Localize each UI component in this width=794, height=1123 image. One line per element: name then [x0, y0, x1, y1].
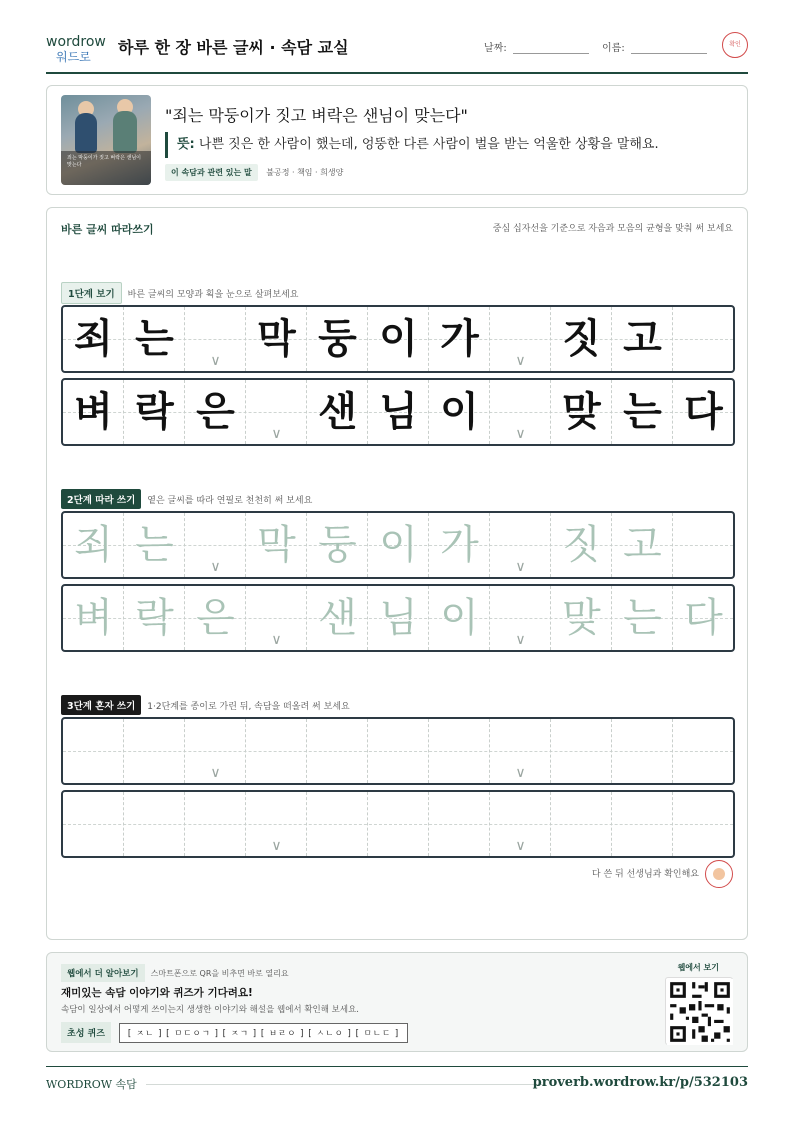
syllable: 락	[135, 595, 174, 641]
syllable: 님	[379, 595, 418, 641]
writing-row-step1-line1	[61, 305, 735, 373]
step1-label	[61, 282, 298, 304]
writing-cell[interactable]	[673, 513, 734, 577]
stamp-label: 확인	[729, 41, 741, 48]
writing-cell[interactable]	[307, 719, 368, 783]
footer	[46, 1066, 748, 1091]
syllable: 는	[623, 595, 662, 641]
space-mark-icon: ∨	[515, 559, 526, 575]
syllable: 벼	[74, 595, 113, 641]
syllable: 이	[379, 522, 418, 568]
proverb-meaning	[165, 132, 659, 158]
practice-card	[46, 207, 748, 940]
writing-row-step2-line1[interactable]	[61, 511, 735, 579]
syllable: 는	[135, 316, 174, 362]
name-field[interactable]	[602, 39, 707, 54]
name-label: 이름:	[602, 43, 625, 54]
syllable: 다	[684, 595, 723, 641]
syllable: 는	[135, 522, 174, 568]
writing-cell[interactable]	[368, 792, 429, 856]
writing-cell[interactable]	[673, 719, 734, 783]
syllable: 맞	[562, 595, 601, 641]
syllable: 가	[440, 522, 479, 568]
writing-cell[interactable]	[551, 792, 612, 856]
writing-row-step3-line1[interactable]	[61, 717, 735, 785]
qr-svg	[667, 979, 733, 1045]
related-words	[165, 164, 343, 181]
writing-cell[interactable]	[612, 792, 673, 856]
step1-badge: 1단계 보기	[61, 282, 122, 304]
writing-cell[interactable]	[124, 719, 185, 783]
syllable: 고	[623, 316, 662, 362]
writing-row-step2-line2[interactable]	[61, 584, 735, 652]
syllable: 은	[196, 389, 235, 435]
page-title: 하루 한 장 바른 글씨 · 속담 교실	[118, 38, 349, 57]
date-label: 날짜:	[484, 43, 507, 54]
writing-row-step3-line2[interactable]	[61, 790, 735, 858]
proverb-illustration	[61, 95, 151, 185]
writing-cell[interactable]	[63, 719, 124, 783]
space-mark-icon: ∨	[515, 765, 526, 781]
web-more-tag: 웹에서 더 알아보기	[61, 964, 145, 982]
syllable: 맞	[562, 389, 601, 435]
proverb-title: "죄는 막둥이가 짓고 벼락은 샌님이 맞는다"	[165, 106, 468, 125]
meaning-label: 뜻:	[177, 137, 195, 152]
date-line	[513, 42, 589, 54]
syllable: 둥	[318, 522, 357, 568]
syllable: 둥	[318, 316, 357, 362]
syllable: 는	[623, 389, 662, 435]
syllable: 막	[257, 316, 296, 362]
footer-divider	[146, 1084, 546, 1085]
teacher-stamp-icon	[705, 860, 733, 888]
syllable: 죄	[74, 522, 113, 568]
step2-badge: 2단계 따라 쓰기	[61, 489, 141, 509]
proverb-card	[46, 85, 748, 195]
qr-code-icon[interactable]	[665, 977, 733, 1045]
figure-body	[113, 111, 137, 153]
web-view-label: 웹에서 보기	[677, 963, 719, 972]
confirm-stamp-icon	[722, 32, 748, 58]
space-mark-icon: ∨	[271, 426, 282, 442]
writing-cell[interactable]	[368, 719, 429, 783]
writing-cell[interactable]	[307, 792, 368, 856]
space-mark-icon: ∨	[515, 632, 526, 648]
writing-cell	[673, 307, 734, 371]
practice-title: 바른 글씨 따라쓰기	[61, 223, 154, 236]
writing-cell[interactable]	[63, 792, 124, 856]
chosung-quiz	[61, 1022, 408, 1043]
web-more-title: 재미있는 속담 이야기와 퀴즈가 기다려요!	[61, 987, 253, 999]
step2-label	[61, 489, 312, 509]
writing-cell[interactable]	[429, 719, 490, 783]
syllable: 샌	[318, 389, 357, 435]
wordrow-logo	[46, 34, 108, 64]
meaning-text: 나쁜 짓은 한 사람이 했는데, 엉뚱한 다른 사람이 벌을 받는 억울한 상황을 말해요.	[198, 137, 659, 152]
syllable: 막	[257, 522, 296, 568]
syllable: 샌	[318, 595, 357, 641]
quiz-label: 초성 퀴즈	[61, 1022, 111, 1043]
syllable: 은	[196, 595, 235, 641]
space-mark-icon: ∨	[271, 838, 282, 854]
header	[46, 30, 748, 74]
name-line	[631, 42, 707, 54]
space-mark-icon: ∨	[210, 559, 221, 575]
syllable: 죄	[74, 316, 113, 362]
practice-note: 중심 십자선을 기준으로 자음과 모음의 균형을 맞춰 써 보세요	[492, 224, 733, 234]
space-mark-icon: ∨	[271, 632, 282, 648]
syllable: 이	[440, 389, 479, 435]
syllable: 벼	[74, 389, 113, 435]
date-field[interactable]	[484, 39, 589, 54]
space-mark-icon: ∨	[515, 838, 526, 854]
writing-cell[interactable]	[124, 792, 185, 856]
figure-body	[75, 113, 97, 153]
step3-label	[61, 695, 350, 715]
web-more-desc: 속담이 일상에서 어떻게 쓰이는지 생생한 이야기와 해설을 웹에서 확인해 보세요.	[61, 1005, 359, 1015]
space-mark-icon: ∨	[210, 353, 221, 369]
related-tag: 이 속담과 관련 있는 말	[165, 164, 258, 181]
step3-badge: 3단계 혼자 쓰기	[61, 695, 141, 715]
syllable: 고	[623, 522, 662, 568]
teacher-confirm	[592, 860, 733, 888]
syllable: 짓	[562, 522, 601, 568]
syllable: 짓	[562, 316, 601, 362]
step2-desc: 옅은 글씨를 따라 연필로 천천히 써 보세요	[147, 496, 313, 506]
writing-cell[interactable]	[185, 792, 246, 856]
illustration-caption: 죄는 막둥이가 짓고 벼락은 샌님이 맞는다	[61, 151, 151, 185]
writing-cell[interactable]	[551, 719, 612, 783]
syllable: 이	[440, 595, 479, 641]
space-mark-icon: ∨	[515, 426, 526, 442]
related-text: 불공정 · 책임 · 희생양	[266, 168, 344, 177]
web-more-card	[46, 952, 748, 1052]
space-mark-icon: ∨	[210, 765, 221, 781]
footer-brand: WORDROW 속담	[46, 1078, 137, 1091]
syllable: 락	[135, 389, 174, 435]
web-more-header	[61, 964, 289, 982]
writing-cell[interactable]	[612, 719, 673, 783]
syllable: 다	[684, 389, 723, 435]
footer-url-link[interactable]: proverb.wordrow.kr/p/532103	[532, 1075, 748, 1090]
confirm-text: 다 쓴 뒤 선생님과 확인해요	[591, 869, 699, 880]
writing-cell[interactable]	[673, 792, 734, 856]
web-more-tag-desc: 스마트폰으로 QR을 비추면 바로 열리요	[150, 969, 289, 978]
writing-cell[interactable]	[246, 719, 307, 783]
quiz-box: [ ㅈㄴ ] [ ㅁㄷㅇㄱ ] [ ㅈㄱ ] [ ㅂㄹㅇ ] [ ㅅㄴㅇ ] [ ㅁㄴㄷ ]	[119, 1023, 408, 1043]
syllable: 가	[440, 316, 479, 362]
writing-row-step1-line2	[61, 378, 735, 446]
writing-cell[interactable]	[429, 792, 490, 856]
logo-text: wordrow	[46, 34, 106, 50]
step1-desc: 바른 글씨의 모양과 획을 눈으로 살펴보세요	[127, 290, 299, 300]
logo-subtext: 워드로	[56, 50, 91, 64]
syllable: 이	[379, 316, 418, 362]
syllable: 님	[379, 389, 418, 435]
step3-desc: 1·2단계를 종이로 가린 뒤, 속담을 떠올려 써 보세요	[147, 702, 350, 712]
space-mark-icon: ∨	[515, 353, 526, 369]
